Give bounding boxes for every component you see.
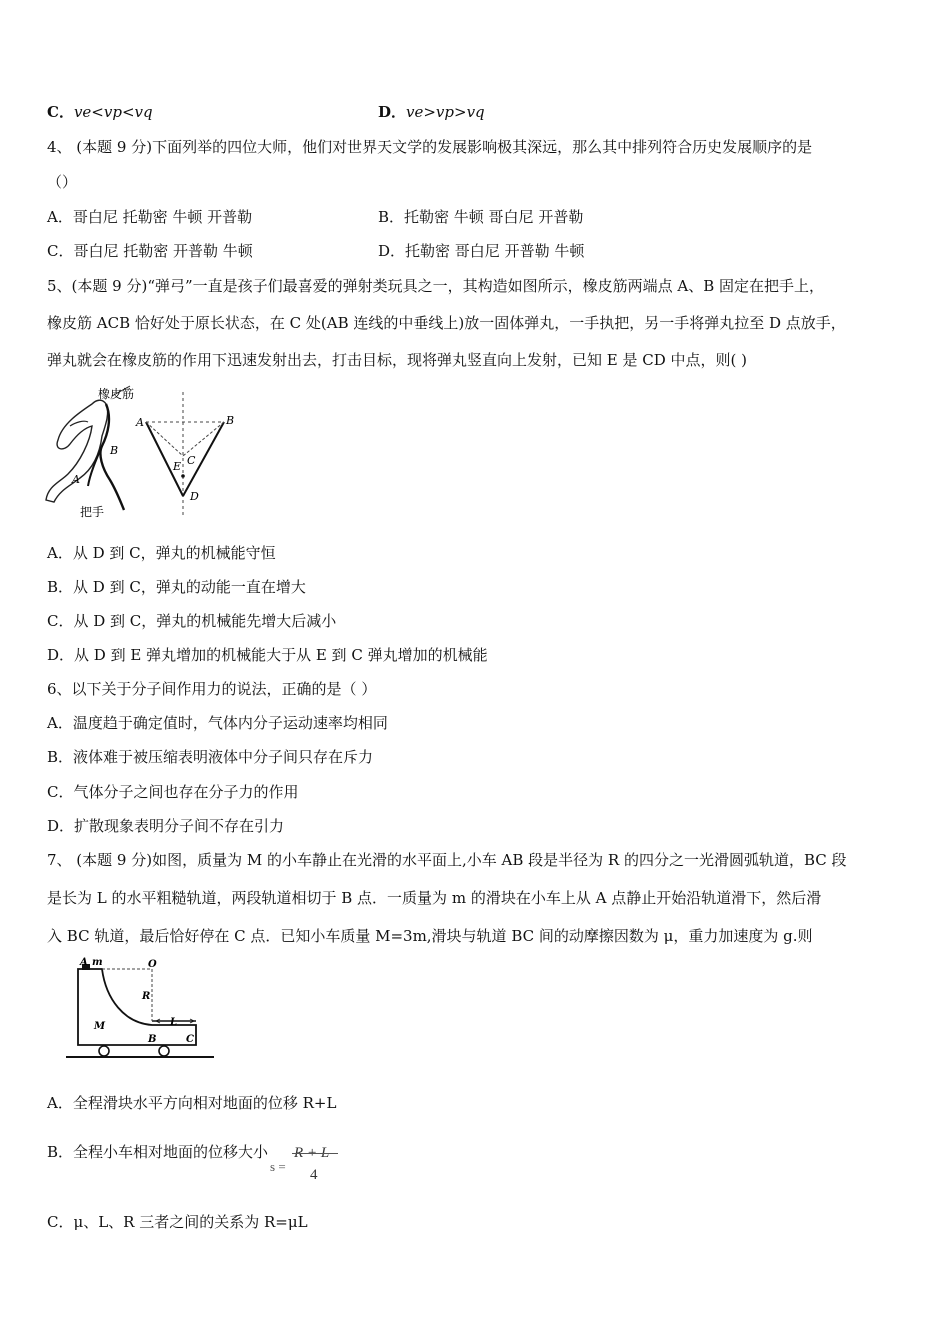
- q3-option-c: C．ve<vp<vq: [47, 103, 153, 121]
- q5-option-b: B．从 D 到 C，弹丸的动能一直在增大: [47, 578, 306, 596]
- q4-option-b: B．托勒密 牛顿 哥白尼 开普勒: [378, 208, 584, 226]
- label-m-small: m: [92, 957, 103, 968]
- q7-stem-line3: 入 BC 轨道，最后恰好停在 C 点．已知小车质量 M=3m,滑块与轨道 BC 间的动摩擦因数为 μ，重力加速度为 g.则: [47, 927, 813, 945]
- label-e: E: [173, 460, 182, 473]
- q5-stem-line3: 弹丸就会在橡皮筋的作用下迅速发射出去，打击目标，现将弹丸竖直向上发射，已知 E 是 CD 中点，则( ): [47, 351, 748, 369]
- q7-stem-line1: 7、 (本题 9 分)如图，质量为 M 的小车静止在光滑的水平面上,小车 AB 段是半径为 R 的四分之一光滑圆弧轨道，BC 段: [47, 851, 847, 869]
- label-b: B: [148, 1034, 157, 1045]
- label-c: C: [186, 1034, 194, 1045]
- q4-stem-line2: （）: [47, 173, 78, 191]
- q7-option-a: A．全程滑块水平方向相对地面的位移 R+L: [47, 1094, 337, 1112]
- q7-cart-figure: [64, 955, 224, 1065]
- q6-option-a: A．温度趋于确定值时，气体内分子运动速率均相同: [47, 714, 388, 732]
- cart-body: [78, 969, 196, 1045]
- label-handle: 把手: [80, 505, 105, 519]
- q4-option-d: D．托勒密 哥白尼 开普勒 牛顿: [378, 242, 585, 260]
- q5-option-d: D．从 D 到 E 弹丸增加的机械能大于从 E 到 C 弹丸增加的机械能: [47, 646, 488, 664]
- label-b: B: [226, 414, 235, 427]
- q6-stem: 6、以下关于分子间作用力的说法，正确的是（ ）: [47, 680, 377, 698]
- band-left: [146, 422, 183, 496]
- rubber-band-curve: [100, 404, 124, 510]
- q7-option-b-text: B．全程小车相对地面的位移大小: [47, 1143, 269, 1161]
- q3-option-d-text: ve>vp>vq: [406, 103, 485, 121]
- q5-stem-line2: 橡皮筋 ACB 恰好处于原长状态，在 C 处(AB 连线的中垂线上)放一固体弹丸，一手执把，另一手将弹丸拉至 D 点放手，: [47, 314, 846, 332]
- q4-option-c: C．哥白尼 托勒密 开普勒 牛顿: [47, 242, 253, 260]
- q7-option-b: [47, 1132, 342, 1183]
- q5-stem-line1: 5、(本题 9 分)“弹弓”一直是孩子们最喜爱的弹射类玩具之一，其构造如图所示，橡皮筋两端点 A、B 固定在把手上，: [47, 277, 825, 295]
- q6-option-d: D．扩散现象表明分子间不存在引力: [47, 817, 285, 835]
- q4-option-a: A．哥白尼 托勒密 牛顿 开普勒: [47, 208, 253, 226]
- q4-stem-line1: 4、 (本题 9 分)下面列举的四位大师，他们对世界天文学的发展影响极其深远，那么其中排列符合历史发展顺序的是: [47, 138, 813, 156]
- q3-option-d: D．ve>vp>vq: [378, 103, 485, 121]
- q7-stem-line2: 是长为 L 的水平粗糙轨道，两段轨道相切于 B 点．一质量为 m 的滑块在小车上从 A 点静止开始沿轨道滑下，然后滑: [47, 889, 822, 907]
- q5-slingshot-figure: [40, 382, 240, 522]
- q3-option-c-text: ve<vp<vq: [73, 103, 153, 121]
- q5-option-c: C．从 D 到 C，弹丸的机械能先增大后减小: [47, 612, 337, 630]
- q6-option-c: C．气体分子之间也存在分子力的作用: [47, 783, 299, 801]
- label-r: R: [142, 991, 151, 1002]
- label-d: D: [190, 490, 199, 503]
- label-handle-b: B: [110, 444, 119, 457]
- formula-lhs: s =: [270, 1159, 286, 1174]
- label-c: C: [187, 454, 196, 467]
- label-m-cart: M: [94, 1021, 106, 1032]
- label-l: L: [170, 1017, 178, 1028]
- q6-option-b: B．液体难于被压缩表明液体中分子间只存在斥力: [47, 748, 374, 766]
- handle-outline: [46, 400, 108, 502]
- wheel-right: [159, 1046, 169, 1056]
- displacement-formula: [270, 1133, 342, 1183]
- formula-numerator: R + L: [294, 1145, 330, 1161]
- q7-option-c: C．μ、L、R 三者之间的关系为 R=μL: [47, 1213, 308, 1231]
- label-handle-a: A: [72, 473, 80, 486]
- label-a: A: [136, 416, 144, 429]
- formula-denominator: 4: [310, 1167, 318, 1183]
- label-o: O: [148, 959, 157, 970]
- q5-option-a: A．从 D 到 C，弹丸的机械能守恒: [47, 544, 276, 562]
- wheel-left: [99, 1046, 109, 1056]
- label-a: A: [80, 957, 88, 968]
- label-rubber-band: 橡皮筋: [98, 387, 135, 401]
